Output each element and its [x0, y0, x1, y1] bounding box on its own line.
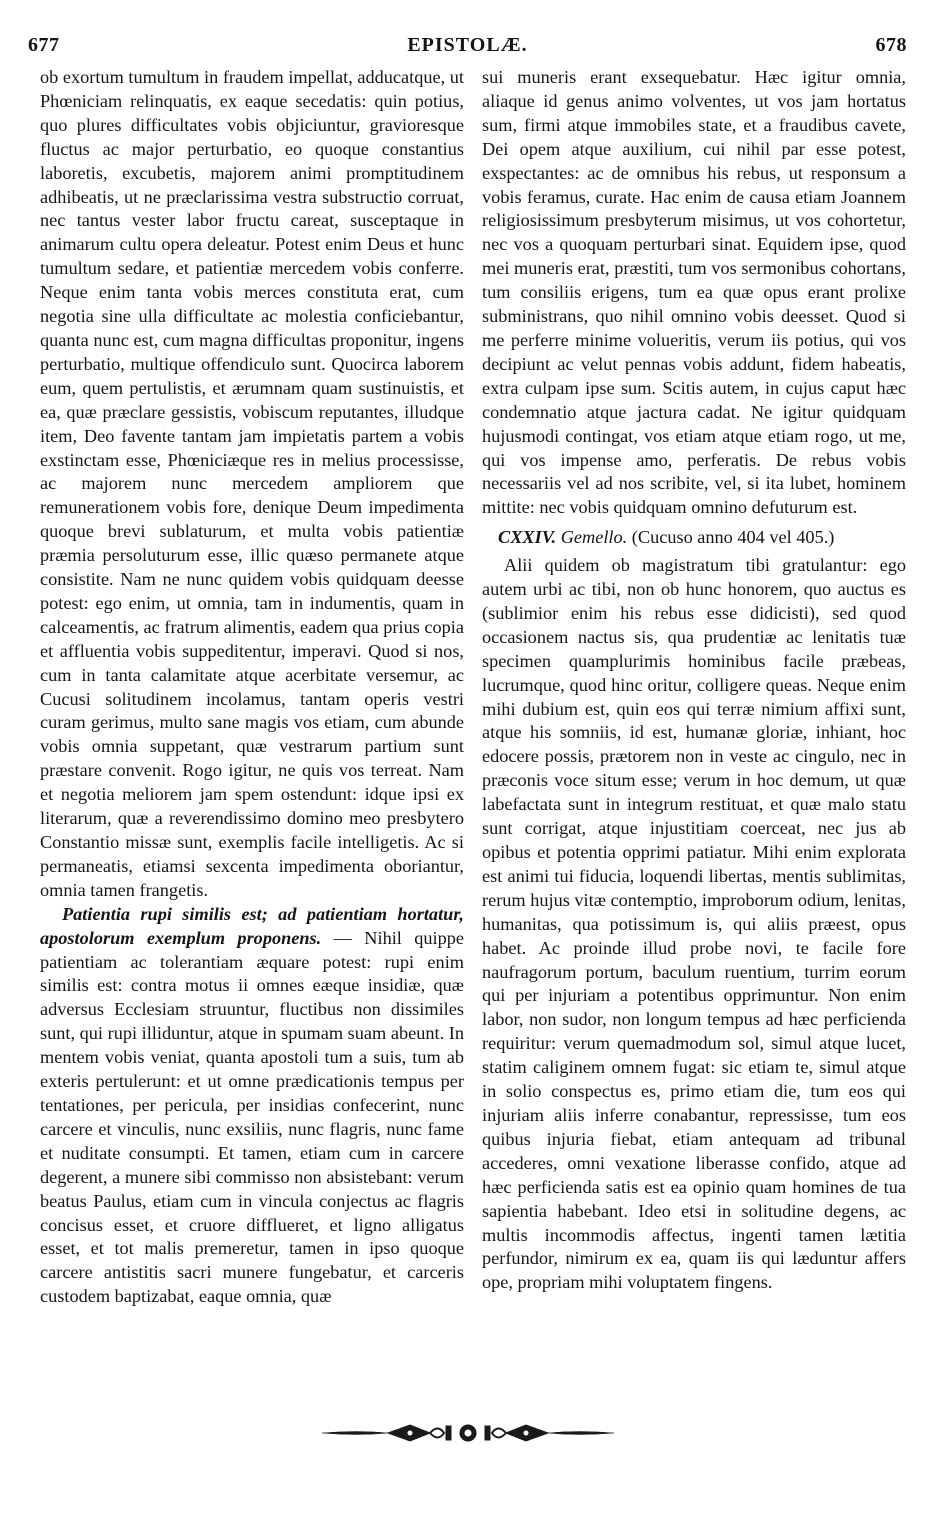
- letter-place-date: (Cucuso anno 404 vel 405.): [631, 527, 835, 548]
- paragraph-continuation: ob exortum tumultum in fraudem impellat, adducatque, ut Phœniciam relinquatis, ex eaque secedatis: quin potius, quo plures difficultates vobis objiciuntur, gravioresque fluctus ac major perturbatio, eo quoque constantius laboretis, excubetis, majorem animi promptitudinem adhibeatis, ut ne præclarissima vestra substructio corruat, nec tantus vester labor fructu careat, susceptaque in animarum cultu opera deleatur. Potest enim Deus et hunc tumultum sedare, et patientiæ mercedem vobis conferre. Neque enim tanta vobis merces constituta erat, cum negotia sine ulla difficultate ac molestia conficiebantur, quanta nunc est, cum magna difficultas proponitur, ingens perturbatio, multique offendiculo sunt. Quocirca laborem eum, quem pertulistis, et ærumnam quam sustinuistis, et ea, quæ præclare gessistis, vobiscum reputantes, illudque item, Deo favente tantam jam impietatis partem a vobis exstinctam esse, Phœniciæque res in melius processisse, ac majorem nunc mercedem ampliorem que remunerationem vobis fore, denique Deum impedimenta quoque brevi sublaturum, et multa vobis patientiæ præmia persoluturum esse, illic quæso permanete atque consistite. Nam ne nunc quidem vobis quidquam deesse potest: ego enim, ut omnia, tam in indumentis, quam in calceamentis, ac fratrum alimentis, eadem qua prius copia et affluentia vobis suppeditentur, imperavi. Quod si nos, cum in tanta calamitate atque acerbitate versemur, ac Cucusi solitudinem incolamus, tantam operis vestri curam gerimus, multo sane magis vos etiam, cum abunde vobis omnia suppetant, quæ vestrarum partium sunt præstare convenit. Rogo igitur, ne quis vos terreat. Nam et negotia meliorem jam spem ostendunt: idque ipsi ex literarum, quæ a reverendissimo domino meo presbytero Constantio missæ sunt, exemplis facile intelligetis. Ac si permaneatis, etiamsi sexcenta impedimenta oboriantur, omnia tamen frangetis.: [40, 67, 464, 900]
- letter-number: CXXIV.: [498, 527, 557, 548]
- running-title: EPISTOLÆ.: [407, 34, 528, 56]
- paragraph-body: — Nihil quippe patientiam ac tolerantiam æquare potest: rupi enim similis est: contra motus ii omnes eæque insidiæ, quæ adversus Ecclesiam struuntur, fluctibus non dissimiles sunt, qui rupi illiduntur, atque in spumam suam abeunt. In mentem vobis veniat, quanta apostoli tum a suis, tum ab exteris pertulerunt: et ut omne prædicationis tempus per tentationes, per pericula, per insidias confecerint, nunc carcere et vinculis, nunc exsiliis, nunc flagris, nunc fame et nuditate consumpti. Et tamen, etiam cum in carcere degerent, a munere sibi commisso non absistebant: verum beatus Paulus, etiam cum in vincula conjectus ac flagris concisus esset, et cruore difflueret, et ligno alligatus esset, et tot malis premeretur, tamen in ipso quoque carcere antistitis sacri munere fungebatur, et carceris custodem baptizabat, eaque omnia, quæ: [40, 927, 465, 1307]
- letter-heading: [482, 526, 906, 550]
- left-page-number: 677: [28, 34, 60, 56]
- right-page-number: 678: [875, 34, 907, 56]
- letter-recipient: Gemello.: [560, 527, 628, 548]
- paragraph-continuation-right: sui muneris erant exsequebatur. Hæc igitur omnia, aliaque id genus animo volventes, ut vos jam hortatus sum, firmi atque immobiles state, et a fraudibus cavete, Dei opem atque auxilium, cui nihil par esse potest, exspectantes: ac de omnibus his rebus, ut responsum a vobis feramus, curate. Hac enim de causa etiam Joannem religiosissimum presbyterum misimus, ut vos cohortetur, nec vos a quoquam perturbari sinat. Equidem ipse, quod mei muneris erat, præstiti, tum vos sermonibus cohortans, tum consiliis erigens, tum ea quæ opus erant prolixe subministrans, quo nihil omnino vobis deesset. Quod si me perferre minime volueritis, verum iis potius, qui vos decipiunt ac velut pennas vobis addunt, fidem habeatis, extra culpam ipse sum. Scitis autem, in cujus caput hæc condemnatio atque jactura cadat. Ne igitur quidquam hujusmodi contingat, vos etiam atque etiam rogo, ut me, qui vos impense amo, perferatis. De rebus vobis necessariis vel ad nos scribite, vel, si ita lubet, hominem mittite: nec vobis quidquam omnino defuturum est.: [482, 67, 906, 518]
- tailpiece-ornament-icon: [318, 1418, 618, 1448]
- paragraph-patience: [40, 903, 464, 1309]
- page-header: [28, 34, 907, 60]
- paragraph-summary: Patientia rupi similis est; ad patientiam hortatur, apostolorum exemplum proponens.: [40, 903, 464, 948]
- right-column: [482, 66, 906, 1295]
- left-column: [40, 66, 464, 1309]
- paragraph-gemello-letter: Alii quidem ob magistratum tibi gratulantur: ego autem urbi ac tibi, non ob hunc honorem, quo auctus es (sublimior enim his rebus esse didicisti), sed quod occasionem nactus sis, qua prudentiæ ac lenitatis tuæ specimen quamplurimis hominibus facile præbeas, lucrumque, quod hinc oritur, colligere queas. Neque enim mihi dubium est, quin eos qui terræ nimium affixi sunt, atque his somniis, id est, humanæ gloriæ, inhiant, hoc edocere possis, prætorem non in veste ac cingulo, nec in præconis voce situm esse; verum in hoc demum, ut quæ labefactata sunt in integrum restituat, et quæ malo statu sunt corrigat, atque injustitiam coerceat, nec jus ab opibus et potentia opprimi patiatur. Mihi enim explorata est animi tui fiducia, loquendi libertas, mentis sublimitas, rerum hujus vitæ contemptio, improborum odium, lenitas, humanitas, qua potissimum is, qui aliis præest, opus habet. Ac proinde illud probe novi, te facile fore naufragorum portum, baculum ruentium, turrim eorum qui per injuriam a potentibus opprimuntur. Non enim labor, non sudor, non longum tempus ad hæc perficienda requiritur: verum quemadmodum sol, simul atque lucet, statim caliginem omnem fugat: sic etiam te, simul atque in solio conspectus es, primo etiam die, tum eos qui injuriam aliis inferre conabantur, repressisse, tum eos quibus injuria fiebat, etiam antequam ad tribunal accederes, omni vexatione liberasse confido, atque ad hæc perficienda satis est ea opinio quam homines de tua sapientia habebant. Ideo etsi in solitudine degens, ac multis incommodis affectus, ingenti tamen lætitia perfundor, nimirum ex ea, quam iis qui læduntur affers ope, propriam mihi voluptatem fingens.: [482, 555, 906, 1293]
